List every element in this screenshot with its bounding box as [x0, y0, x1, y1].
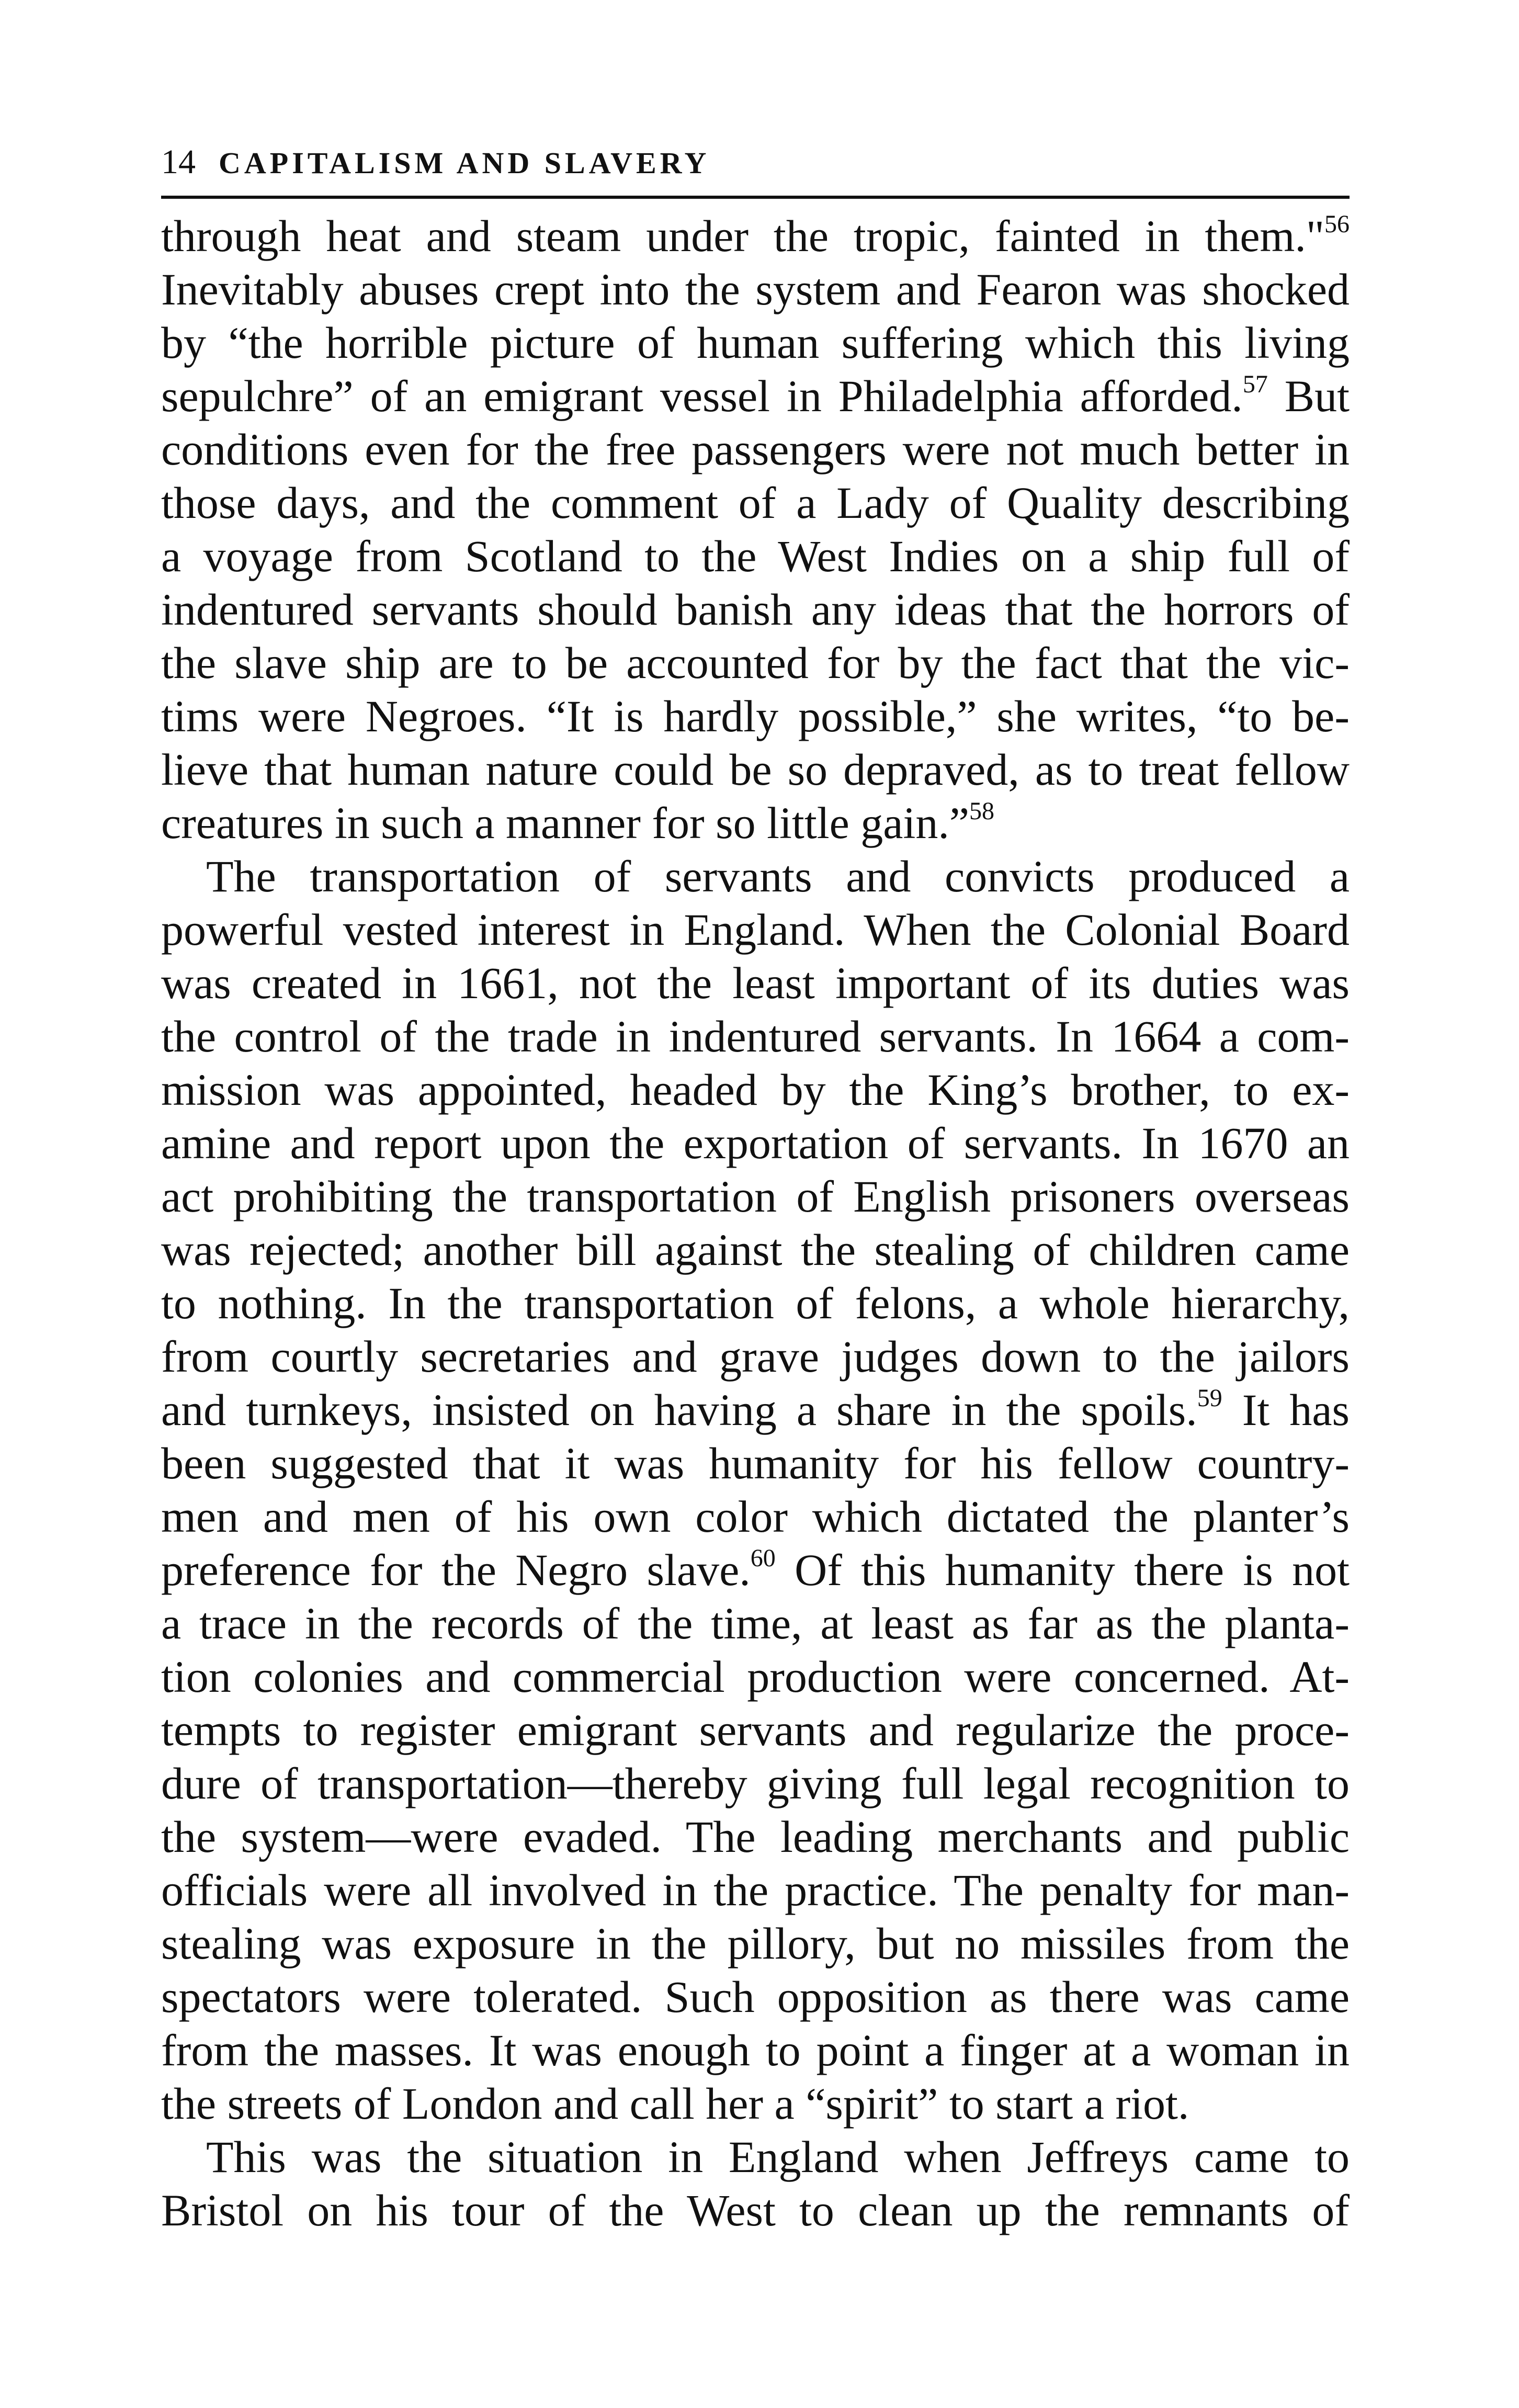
text-line	[161, 583, 1350, 636]
text-line	[161, 2184, 1350, 2237]
body-text	[161, 209, 1350, 2237]
line-text: tempts to register emigrant servants and regularize the proce-	[161, 1705, 1350, 1755]
text-line	[161, 796, 1350, 850]
text-line	[161, 956, 1350, 1010]
line-text: been suggested that it was humanity for his fellow country-	[161, 1438, 1350, 1488]
line-text: conditions even for the free passengers were not much better in	[161, 424, 1350, 474]
text-line	[161, 1543, 1350, 1597]
line-text: preference for the Negro slave.	[161, 1545, 751, 1595]
line-text: This was the situation in England when Jeffreys came to	[206, 2132, 1350, 2182]
line-text: creatures in such a manner for so little gain.”	[161, 798, 970, 848]
text-line	[161, 1383, 1350, 1437]
text-line	[161, 1757, 1350, 1810]
line-text: a voyage from Scotland to the West Indies on a ship full of	[161, 531, 1350, 581]
line-text-continued: Of this humanity there is not	[775, 1545, 1350, 1595]
line-text: from the masses. It was enough to point a finger at a woman in	[161, 2025, 1350, 2075]
line-text: the system—were evaded. The leading merchants and public	[161, 1812, 1350, 1862]
line-text: powerful vested interest in England. When the Colonial Board	[161, 905, 1350, 955]
line-text: mission was appointed, headed by the King’s brother, to ex-	[161, 1065, 1350, 1115]
line-text: was rejected; another bill against the stealing of children came	[161, 1225, 1350, 1275]
running-title: CAPITALISM AND SLAVERY	[219, 146, 710, 180]
line-text: to nothing. In the transportation of felons, a whole hierarchy,	[161, 1278, 1350, 1328]
line-text: dure of transportation—thereby giving full legal recognition to	[161, 1758, 1350, 1808]
line-text: stealing was exposure in the pillory, but no missiles from the	[161, 1918, 1350, 1969]
line-text: the streets of London and call her a “spirit” to start a riot.	[161, 2078, 1189, 2129]
line-text: was created in 1661, not the least important of its duties was	[161, 958, 1350, 1008]
text-line	[161, 1437, 1350, 1490]
text-line	[161, 1810, 1350, 1863]
footnote-marker: 56	[1324, 210, 1350, 238]
text-line	[161, 850, 1350, 903]
text-line	[161, 209, 1350, 263]
text-line	[161, 1276, 1350, 1330]
running-head	[161, 141, 1350, 199]
text-line	[161, 1490, 1350, 1543]
line-text: sepulchre” of an emigrant vessel in Philadelphia afforded.	[161, 371, 1243, 421]
line-text: spectators were tolerated. Such opposition as there was came	[161, 1972, 1350, 2022]
text-line	[161, 1597, 1350, 1650]
footnote-marker: 58	[969, 797, 995, 825]
line-text: those days, and the comment of a Lady of Quality describing	[161, 478, 1350, 528]
page-number: 14	[161, 143, 196, 181]
text-line	[161, 423, 1350, 476]
line-text: indentured servants should banish any ideas that the horrors of	[161, 584, 1350, 635]
text-line	[161, 2023, 1350, 2077]
line-text: by “the horrible picture of human suffering which this living	[161, 318, 1350, 368]
footnote-marker: 57	[1242, 370, 1268, 398]
line-text: act prohibiting the transportation of English prisoners overseas	[161, 1171, 1350, 1222]
line-text: the slave ship are to be accounted for by the fact that the vic-	[161, 638, 1350, 688]
text-line	[161, 636, 1350, 689]
text-line	[161, 1703, 1350, 1757]
footnote-marker: 60	[750, 1544, 776, 1572]
text-line	[161, 1970, 1350, 2023]
line-text: men and men of his own color which dictated the planter’s	[161, 1491, 1350, 1542]
text-line	[161, 1116, 1350, 1170]
text-line	[161, 1170, 1350, 1223]
line-text: from courtly secretaries and grave judges down to the jailors	[161, 1331, 1350, 1382]
text-line	[161, 1917, 1350, 1970]
line-text: amine and report upon the exportation of servants. In 1670 an	[161, 1118, 1350, 1168]
book-page	[161, 141, 1350, 2237]
line-text: lieve that human nature could be so depraved, as to treat fellow	[161, 744, 1350, 795]
text-line	[161, 2077, 1350, 2130]
text-line	[161, 529, 1350, 583]
line-text-continued: It has	[1222, 1385, 1350, 1435]
text-line	[161, 1063, 1350, 1116]
text-line	[161, 1010, 1350, 1063]
line-text: tims were Negroes. “It is hardly possible,” she writes, “to be-	[161, 691, 1350, 741]
text-line	[161, 369, 1350, 423]
line-text-continued: But	[1267, 371, 1350, 421]
text-line	[161, 476, 1350, 529]
footnote-marker: 59	[1197, 1384, 1222, 1412]
text-line	[161, 316, 1350, 369]
text-line	[161, 263, 1350, 316]
text-line	[161, 1650, 1350, 1703]
text-line	[161, 1330, 1350, 1383]
text-line	[161, 1223, 1350, 1276]
line-text: officials were all involved in the practice. The penalty for man-	[161, 1865, 1350, 1915]
line-text: and turnkeys, insisted on having a share in the spoils.	[161, 1385, 1197, 1435]
line-text: Inevitably abuses crept into the system and Fearon was shocked	[161, 264, 1350, 314]
line-text: The transportation of servants and convicts produced a	[206, 851, 1350, 901]
text-line	[161, 903, 1350, 956]
line-text: through heat and steam under the tropic, fainted in them."	[161, 211, 1324, 261]
line-text: Bristol on his tour of the West to clean up the remnants of	[161, 2185, 1350, 2235]
line-text: the control of the trade in indentured servants. In 1664 a com-	[161, 1011, 1350, 1061]
line-text: tion colonies and commercial production were concerned. At-	[161, 1652, 1350, 1702]
text-line	[161, 1863, 1350, 1917]
text-line	[161, 689, 1350, 743]
line-text: a trace in the records of the time, at least as far as the planta-	[161, 1598, 1350, 1648]
text-line	[161, 743, 1350, 796]
text-line	[161, 2130, 1350, 2184]
